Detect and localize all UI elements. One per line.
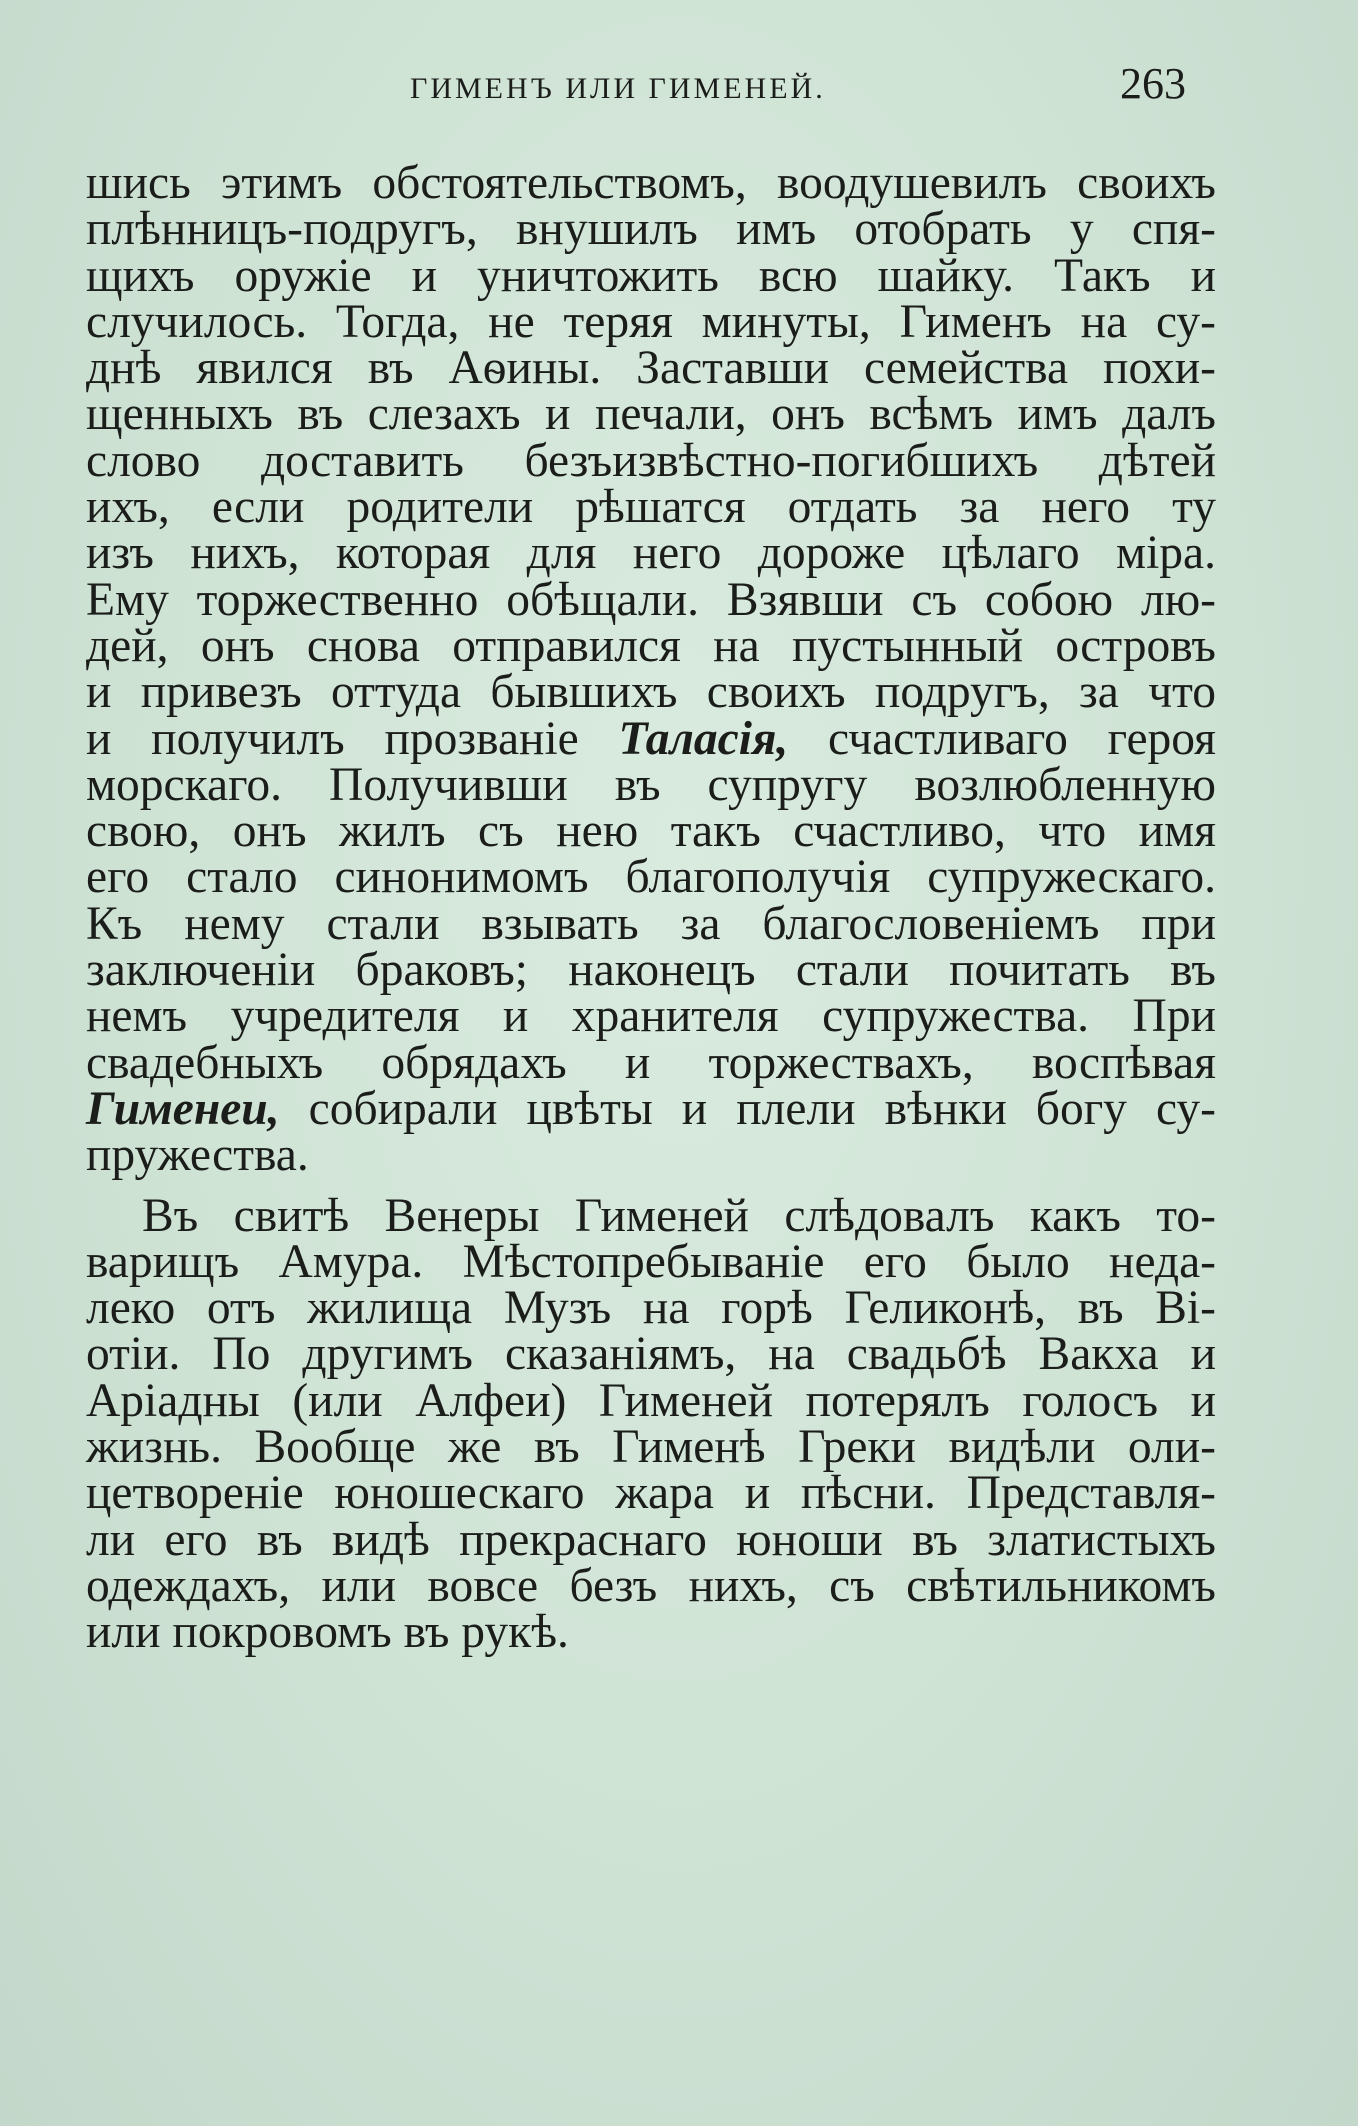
text-line: леко отъ жилища Музъ на горѣ Геликонѣ, въ Ві- <box>86 1282 1216 1335</box>
text-line: плѣнницъ-подругъ, внушилъ имъ отобрать у спя- <box>86 203 1216 256</box>
page-header <box>0 58 1358 118</box>
italic-term-gimenei: Гименеи, <box>86 1082 280 1135</box>
text-line: или покровомъ въ рукѣ. <box>86 1606 569 1659</box>
text-line: щенныхъ въ слезахъ и печали, онъ всѣмъ имъ далъ <box>86 388 1216 441</box>
text-line: ихъ, если родители рѣшатся отдать за него ту <box>86 481 1216 534</box>
text-line: свадебныхъ обрядахъ и торжествахъ, воспѣвая <box>86 1036 1216 1089</box>
paragraph-1 <box>86 157 1217 1182</box>
text-line: шись этимъ обстоятельствомъ, воодушевилъ своихъ <box>86 157 1216 209</box>
page-body <box>86 157 1217 1659</box>
text-line: Ему торжественно обѣщали. Взявши съ собою лю- <box>86 573 1216 626</box>
text-line: Къ нему стали взывать за благословеніемъ при <box>86 897 1216 950</box>
text-line: немъ учредителя и хранителя супружества. При <box>86 990 1216 1043</box>
text-line: случилось. Тогда, не теряя минуты, Гименъ на су- <box>86 295 1216 348</box>
text-line: варищъ Амура. Мѣстопребываніе его было неда- <box>86 1235 1216 1288</box>
text-line: щихъ оружіе и уничтожить всю шайку. Такъ и <box>86 249 1216 302</box>
text-line: жизнь. Вообще же въ Гименѣ Греки видѣли оли- <box>86 1421 1216 1474</box>
text-line: морскаго. Получивши въ супругу возлюбленную <box>86 758 1216 811</box>
text-line: цетвореніе юношескаго жара и пѣсни. Представля- <box>86 1467 1216 1520</box>
text-line: заключеніи браковъ; наконецъ стали почитать въ <box>86 944 1216 997</box>
text-run: счастливаго героя <box>788 712 1217 765</box>
text-line: изъ нихъ, которая для него дороже цѣлаго міра. <box>86 527 1216 580</box>
text-line-with-italic <box>86 1082 1216 1135</box>
text-line: и привезъ оттуда бывшихъ своихъ подругъ, за что <box>86 666 1216 719</box>
text-line: отіи. По другимъ сказаніямъ, на свадьбѣ Вакха и <box>86 1328 1216 1381</box>
text-line: одеждахъ, или вовсе безъ нихъ, съ свѣтильникомъ <box>86 1559 1216 1612</box>
text-line: Въ свитѣ Венеры Гименей слѣдовалъ какъ то- <box>142 1189 1216 1242</box>
text-line: пружества. <box>86 1129 309 1182</box>
text-line: свою, онъ жилъ съ нею такъ счастливо, что имя <box>86 805 1216 858</box>
paragraph-2 <box>86 1189 1216 1659</box>
running-head: ГИМЕНЪ ИЛИ ГИМЕНЕЙ. <box>410 72 826 105</box>
text-run: собирали цвѣты и плели вѣнки богу су- <box>279 1082 1216 1135</box>
text-line: Аріадны (или Алфеи) Гименей потерялъ голосъ и <box>86 1374 1216 1427</box>
italic-term-talasia: Таласія, <box>618 712 789 765</box>
text-line: его стало синонимомъ благополучія супружескаго. <box>86 851 1216 904</box>
page-number: 263 <box>1120 59 1186 108</box>
text-line: днѣ явился въ Аѳины. Заставши семейства похи- <box>86 342 1216 395</box>
text-line-with-italic <box>86 712 1217 765</box>
text-line: слово доставить безъизвѣстно-погибшихъ дѣтей <box>86 434 1216 487</box>
text-line: дей, онъ снова отправился на пустынный островъ <box>86 619 1216 672</box>
text-line: ли его въ видѣ прекраснаго юноши въ златистыхъ <box>86 1513 1216 1566</box>
text-run: и получилъ прозваніе <box>86 712 619 765</box>
